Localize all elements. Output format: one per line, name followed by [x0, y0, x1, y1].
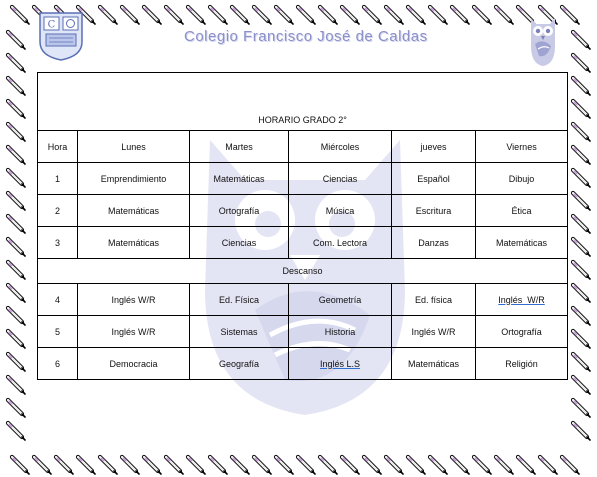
pencil-icon: [364, 7, 381, 24]
class-cell: Ortografía: [476, 316, 568, 348]
pencil-icon: [573, 239, 590, 256]
pencil-icon: [573, 354, 590, 371]
pencil-icon: [573, 170, 590, 187]
class-cell: Inglés W/R: [476, 284, 568, 316]
class-cell: Sistemas: [190, 316, 289, 348]
pencil-icon: [8, 423, 25, 440]
break-row: [38, 259, 568, 284]
pencil-icon: [573, 101, 590, 118]
pencil-icon: [496, 457, 513, 474]
class-cell: Matemáticas: [476, 227, 568, 259]
pencil-icon: [573, 216, 590, 233]
pencil-icon: [276, 7, 293, 24]
pencil-icon: [56, 457, 73, 474]
pencil-icon: [452, 7, 469, 24]
class-cell: Inglés W/R: [392, 316, 476, 348]
class-cell: Dibujo: [476, 163, 568, 195]
pencil-icon: [8, 55, 25, 72]
pencil-icon: [8, 216, 25, 233]
pencil-icon: [496, 7, 513, 24]
pencil-icon: [8, 308, 25, 325]
class-cell: Música: [289, 195, 392, 227]
pencil-icon: [122, 7, 139, 24]
break-label: Descanso: [38, 259, 568, 284]
pencil-icon: [320, 457, 337, 474]
class-cell: Ética: [476, 195, 568, 227]
pencil-icon: [452, 457, 469, 474]
pencil-icon: [34, 457, 51, 474]
pencil-icon: [8, 285, 25, 302]
period-row: [38, 195, 568, 227]
col-header-martes: Martes: [190, 131, 289, 163]
col-header-viernes: Viernes: [476, 131, 568, 163]
pencil-icon: [573, 308, 590, 325]
pencil-icon: [232, 7, 249, 24]
pencil-icon: [144, 7, 161, 24]
pencil-icon: [573, 193, 590, 210]
schedule-title: HORARIO GRADO 2°: [38, 73, 568, 131]
pencil-icon: [254, 7, 271, 24]
pencil-icon: [342, 457, 359, 474]
col-header-miercoles: Miércoles: [289, 131, 392, 163]
class-cell: Inglés W/R: [78, 284, 190, 316]
period-row: [38, 316, 568, 348]
class-cell: Geometría: [289, 284, 392, 316]
pencil-icon: [144, 457, 161, 474]
pencil-icon: [573, 285, 590, 302]
col-header-hora: Hora: [38, 131, 78, 163]
pencil-icon: [12, 457, 29, 474]
class-cell: Danzas: [392, 227, 476, 259]
pencil-icon: [562, 7, 579, 24]
class-cell: Matemáticas: [78, 227, 190, 259]
period-number: 3: [38, 227, 78, 259]
school-name: Colegio Francisco José de Caldas: [184, 28, 428, 45]
pencil-icon: [166, 7, 183, 24]
pencil-icon: [8, 239, 25, 256]
class-cell: Ed. Física: [190, 284, 289, 316]
pencil-icon: [232, 457, 249, 474]
class-cell: Geografía: [190, 348, 289, 380]
class-cell: Matemáticas: [392, 348, 476, 380]
pencil-icon: [474, 7, 491, 24]
title-row: [38, 73, 568, 131]
pencil-icon: [386, 457, 403, 474]
pencil-icon: [8, 147, 25, 164]
pencil-icon: [342, 7, 359, 24]
owl-icon: [526, 12, 560, 68]
class-cell: Ortografía: [190, 195, 289, 227]
pencil-icon: [386, 7, 403, 24]
svg-text:C: C: [47, 19, 56, 31]
col-header-jueves: jueves: [392, 131, 476, 163]
pencil-icon: [12, 7, 29, 24]
pencil-icon: [408, 7, 425, 24]
period-number: 5: [38, 316, 78, 348]
period-row: [38, 348, 568, 380]
pencil-icon: [8, 193, 25, 210]
pencil-icon: [78, 457, 95, 474]
pencil-icon: [254, 457, 271, 474]
pencil-icon: [122, 457, 139, 474]
class-cell: Com. Lectora: [289, 227, 392, 259]
class-cell: Democracia: [78, 348, 190, 380]
pencil-icon: [8, 78, 25, 95]
school-crest-icon: [36, 10, 86, 62]
period-row: [38, 227, 568, 259]
pencil-icon: [573, 124, 590, 141]
pencil-icon: [320, 7, 337, 24]
class-cell: Ciencias: [289, 163, 392, 195]
class-cell: Escritura: [392, 195, 476, 227]
pencil-icon: [8, 170, 25, 187]
period-number: 6: [38, 348, 78, 380]
period-number: 1: [38, 163, 78, 195]
pencil-icon: [573, 377, 590, 394]
col-header-lunes: Lunes: [78, 131, 190, 163]
pencil-icon: [8, 354, 25, 371]
pencil-icon: [188, 7, 205, 24]
period-number: 2: [38, 195, 78, 227]
pencil-icon: [518, 457, 535, 474]
pencil-icon: [573, 32, 590, 49]
pencil-icon: [298, 457, 315, 474]
pencil-icon: [100, 7, 117, 24]
class-cell: Emprendimiento: [78, 163, 190, 195]
pencil-icon: [8, 377, 25, 394]
pencil-icon: [188, 457, 205, 474]
pencil-icon: [8, 101, 25, 118]
pencil-icon: [8, 331, 25, 348]
class-cell: Historia: [289, 316, 392, 348]
class-cell: Inglés W/R: [78, 316, 190, 348]
pencil-icon: [298, 7, 315, 24]
class-cell: Ciencias: [190, 227, 289, 259]
pencil-icon: [573, 400, 590, 417]
pencil-icon: [540, 457, 557, 474]
class-cell: Ed. física: [392, 284, 476, 316]
pencil-icon: [430, 457, 447, 474]
pencil-icon: [408, 457, 425, 474]
pencil-icon: [166, 457, 183, 474]
pencil-icon: [573, 78, 590, 95]
pencil-icon: [474, 457, 491, 474]
class-cell: Matemáticas: [78, 195, 190, 227]
period-number: 4: [38, 284, 78, 316]
schedule-table: [37, 72, 568, 380]
pencil-icon: [210, 7, 227, 24]
pencil-icon: [573, 331, 590, 348]
pencil-icon: [8, 32, 25, 49]
class-cell: Religión: [476, 348, 568, 380]
pencil-icon: [430, 7, 447, 24]
class-cell: Inglés L.S: [289, 348, 392, 380]
pencil-icon: [573, 55, 590, 72]
pencil-icon: [562, 457, 579, 474]
period-row: [38, 163, 568, 195]
class-cell: Matemáticas: [190, 163, 289, 195]
period-row: [38, 284, 568, 316]
class-cell: Español: [392, 163, 476, 195]
pencil-icon: [573, 147, 590, 164]
pencil-icon: [573, 423, 590, 440]
header-row: [38, 131, 568, 163]
pencil-icon: [573, 262, 590, 279]
pencil-icon: [276, 457, 293, 474]
pencil-icon: [100, 457, 117, 474]
pencil-icon: [364, 457, 381, 474]
pencil-icon: [8, 262, 25, 279]
pencil-icon: [210, 457, 227, 474]
pencil-icon: [8, 400, 25, 417]
pencil-icon: [8, 124, 25, 141]
